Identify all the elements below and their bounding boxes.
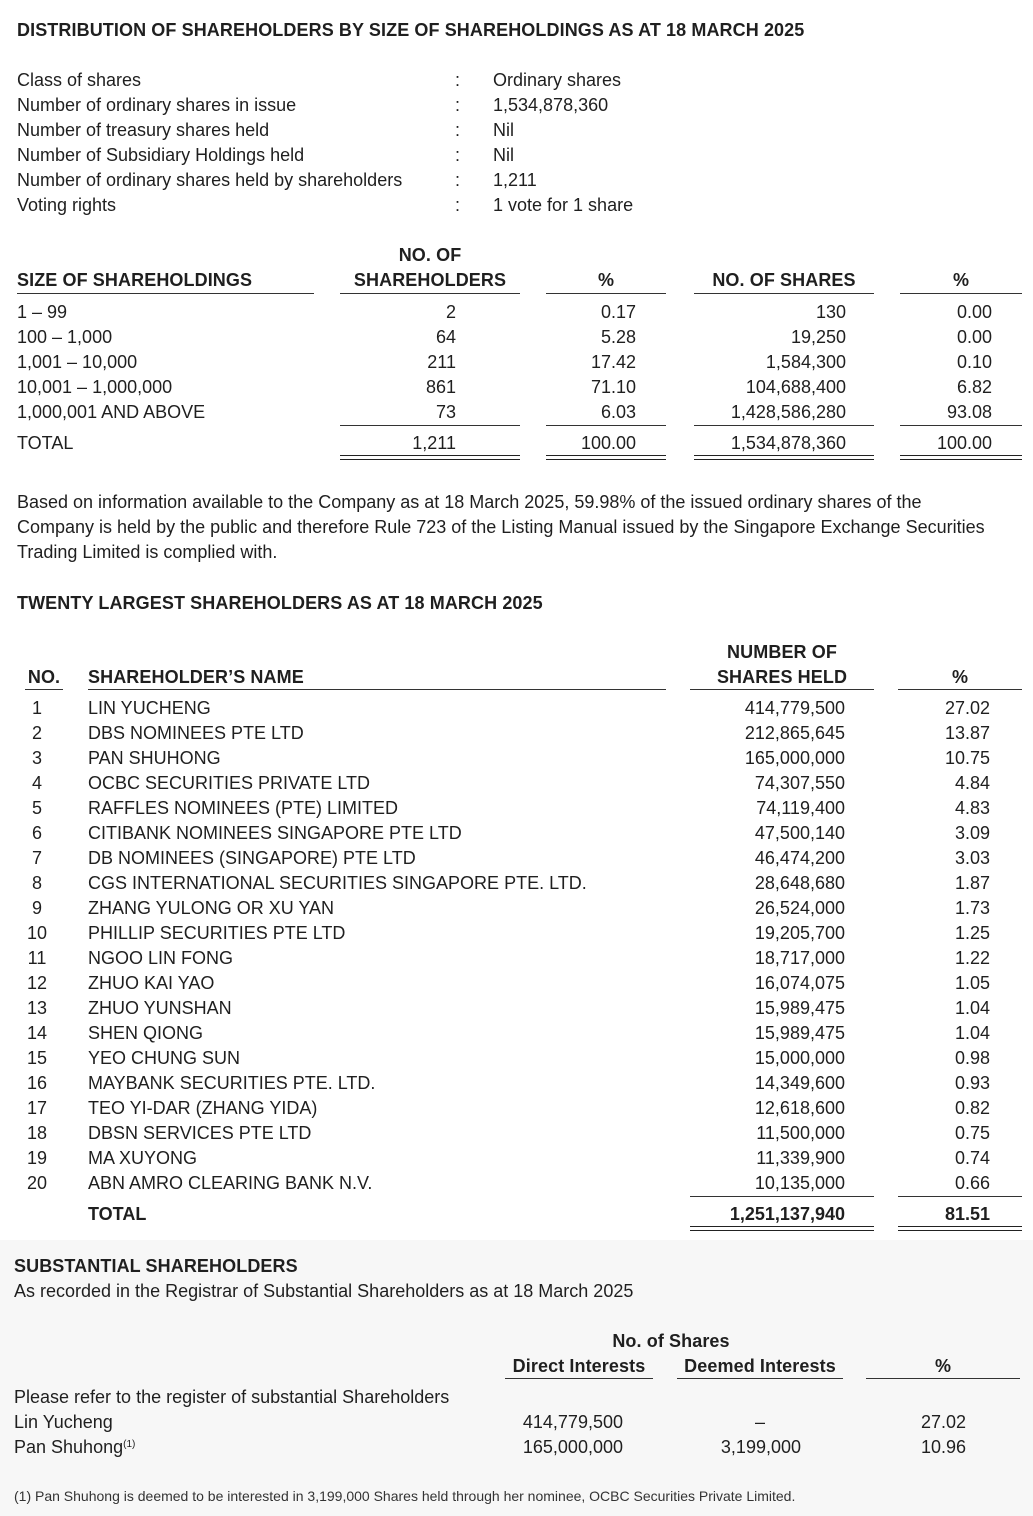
pct-cell: 1.04 <box>954 998 990 1018</box>
rank-cell: 16 <box>26 1073 48 1093</box>
shares-cell: 10,135,000 <box>754 1173 845 1193</box>
info-colon: : <box>455 170 461 190</box>
col-header-pct: % <box>934 1356 952 1376</box>
info-row <box>17 93 717 118</box>
table-row <box>0 721 1033 746</box>
table-row <box>0 996 1033 1021</box>
info-label: Number of ordinary shares in issue <box>17 95 297 115</box>
holders-cell: 2 <box>445 302 456 322</box>
col-header-deemed: Deemed Interests <box>684 1356 836 1376</box>
pct-cell: 10.75 <box>944 748 990 768</box>
col-header-no-of: NO. OF <box>398 245 462 265</box>
name-cell: ABN AMRO CLEARING BANK N.V. <box>88 1173 373 1193</box>
rank-cell: 12 <box>26 973 48 993</box>
table-row <box>0 375 1033 400</box>
holders-cell: 64 <box>435 327 456 347</box>
shares-cell: 28,648,680 <box>754 873 845 893</box>
pct-shares-cell: 0.10 <box>956 352 992 372</box>
info-value: 1,534,878,360 <box>493 95 609 115</box>
table-row <box>0 796 1033 821</box>
holders-cell: 73 <box>435 402 456 422</box>
shares-cell: 47,500,140 <box>754 823 845 843</box>
table-row <box>0 821 1033 846</box>
info-label: Number of treasury shares held <box>17 120 270 140</box>
subtotal-rule <box>340 425 520 426</box>
name-cell: RAFFLES NOMINEES (PTE) LIMITED <box>88 798 399 818</box>
total-pct-holders: 100.00 <box>580 433 636 453</box>
name-cell: DBS NOMINEES PTE LTD <box>88 723 304 743</box>
paragraph-line: Based on information available to the Company as at 18 March 2025, 59.98% of the issued ordinary shares of the <box>17 492 922 512</box>
info-colon: : <box>455 145 461 165</box>
total-row <box>0 431 1033 456</box>
info-label: Number of Subsidiary Holdings held <box>17 145 305 165</box>
col-header-no: NO. <box>27 667 61 687</box>
table-row <box>0 746 1033 771</box>
header-rule <box>505 1378 653 1379</box>
shares-cell: 74,119,400 <box>756 798 845 818</box>
subtotal-rule <box>694 425 874 426</box>
holders-cell: 211 <box>427 352 456 372</box>
name-cell: OCBC SECURITIES PRIVATE LTD <box>88 773 371 793</box>
pct-cell: 13.87 <box>944 723 990 743</box>
shares-cell: 46,474,200 <box>754 848 845 868</box>
pct-cell: 0.82 <box>954 1098 990 1118</box>
shares-cell: 14,349,600 <box>754 1073 845 1093</box>
pct-cell: 0.93 <box>954 1073 990 1093</box>
footnote: (1) Pan Shuhong is deemed to be interested in 3,199,000 Shares held through her nominee, OCBC Securities Private Limited. <box>14 1488 796 1504</box>
header-rule <box>340 293 520 294</box>
shares-cell: 212,865,645 <box>744 723 845 743</box>
rank-cell: 6 <box>31 823 42 843</box>
paragraph-line: Trading Limited is complied with. <box>17 542 278 562</box>
pct-cell: 10.96 <box>920 1437 966 1457</box>
name-cell: ZHUO KAI YAO <box>88 973 215 993</box>
footnote-marker: (1) <box>123 1439 136 1450</box>
total-row <box>0 1202 1033 1227</box>
rank-cell: 2 <box>31 723 42 743</box>
name-cell: DBSN SERVICES PTE LTD <box>88 1123 312 1143</box>
info-row <box>17 118 717 143</box>
pct-cell: 3.09 <box>954 823 990 843</box>
col-header-pct-shares: % <box>952 270 970 290</box>
shares-cell: 15,000,000 <box>754 1048 845 1068</box>
rank-cell: 8 <box>31 873 42 893</box>
shares-cell: 26,524,000 <box>754 898 845 918</box>
pct-cell: 4.84 <box>954 773 990 793</box>
substantial-subtitle: As recorded in the Registrar of Substantial Shareholders as at 18 March 2025 <box>14 1281 634 1301</box>
header-rule <box>898 689 1022 690</box>
pct-cell: 4.83 <box>954 798 990 818</box>
total-shares: 1,251,137,940 <box>729 1204 845 1224</box>
shares-cell: 19,205,700 <box>754 923 845 943</box>
pct-cell: 1.73 <box>954 898 990 918</box>
name-cell: PAN SHUHONG <box>88 748 221 768</box>
total-double-rule <box>690 1226 874 1231</box>
name-cell: MA XUYONG <box>88 1148 198 1168</box>
total-shares: 1,534,878,360 <box>730 433 846 453</box>
rank-cell: 10 <box>26 923 48 943</box>
shares-cell: 15,989,475 <box>754 1023 845 1043</box>
total-double-rule <box>694 455 874 460</box>
register-note: Please refer to the register of substantial Shareholders <box>14 1387 450 1407</box>
pct-cell: 1.05 <box>954 973 990 993</box>
pct-holders-cell: 0.17 <box>600 302 636 322</box>
info-value: Nil <box>493 120 514 140</box>
name-cell: SHEN QIONG <box>88 1023 204 1043</box>
total-pct-shares: 100.00 <box>936 433 992 453</box>
pct-holders-cell: 17.42 <box>590 352 636 372</box>
pct-cell: 1.04 <box>954 1023 990 1043</box>
name-cell: ZHUO YUNSHAN <box>88 998 232 1018</box>
info-row <box>17 68 717 93</box>
rank-cell: 19 <box>26 1148 48 1168</box>
subtotal-rule <box>690 1196 874 1197</box>
header-rule <box>88 689 666 690</box>
rank-cell: 14 <box>26 1023 48 1043</box>
pct-cell: 3.03 <box>954 848 990 868</box>
pct-holders-cell: 5.28 <box>600 327 636 347</box>
table-row <box>0 921 1033 946</box>
info-colon: : <box>455 195 461 215</box>
table-row <box>0 1021 1033 1046</box>
total-double-rule <box>898 1226 1022 1231</box>
col-header-name: SHAREHOLDER’S NAME <box>88 667 304 687</box>
name-text: Pan Shuhong <box>14 1437 124 1457</box>
shares-cell: 1,428,586,280 <box>730 402 846 422</box>
col-header-no-of-shares: No. of Shares <box>612 1331 730 1351</box>
rank-cell: 9 <box>31 898 42 918</box>
name-cell: DB NOMINEES (SINGAPORE) PTE LTD <box>88 848 416 868</box>
name-text: Lin Yucheng <box>14 1412 113 1432</box>
deemed-interest-cell: – <box>754 1412 765 1432</box>
rank-cell: 13 <box>26 998 48 1018</box>
subtotal-rule <box>898 1196 1022 1197</box>
header-rule <box>690 689 874 690</box>
pct-holders-cell: 6.03 <box>600 402 636 422</box>
rank-cell: 5 <box>31 798 42 818</box>
header-rule <box>25 689 63 690</box>
pct-shares-cell: 0.00 <box>956 302 992 322</box>
info-value: 1 vote for 1 share <box>493 195 634 215</box>
rank-cell: 7 <box>31 848 42 868</box>
shares-cell: 11,339,900 <box>756 1148 845 1168</box>
direct-interest-cell: 414,779,500 <box>522 1412 623 1432</box>
pct-cell: 1.25 <box>954 923 990 943</box>
shares-cell: 19,250 <box>790 327 846 347</box>
info-row <box>17 168 717 193</box>
rank-cell: 18 <box>26 1123 48 1143</box>
twenty-largest-title: TWENTY LARGEST SHAREHOLDERS AS AT 18 MARCH 2025 <box>17 593 543 613</box>
info-value: 1,211 <box>493 170 537 190</box>
shares-cell: 165,000,000 <box>744 748 845 768</box>
name-cell: NGOO LIN FONG <box>88 948 234 968</box>
total-double-rule <box>546 455 666 460</box>
rank-cell: 4 <box>31 773 42 793</box>
holders-cell: 861 <box>425 377 456 397</box>
table-row <box>0 846 1033 871</box>
deemed-interest-cell: 3,199,000 <box>720 1437 801 1457</box>
shares-cell: 11,500,000 <box>756 1123 845 1143</box>
pct-cell: 0.74 <box>954 1148 990 1168</box>
rank-cell: 3 <box>31 748 42 768</box>
table-row <box>0 971 1033 996</box>
total-holders: 1,211 <box>412 433 456 453</box>
table-row <box>0 1096 1033 1121</box>
rank-cell: 17 <box>26 1098 48 1118</box>
name-cell: LIN YUCHENG <box>88 698 211 718</box>
col-header-no-of-shares: NO. OF SHARES <box>712 270 856 290</box>
shares-cell: 130 <box>815 302 846 322</box>
info-colon: : <box>455 120 461 140</box>
shares-cell: 18,717,000 <box>754 948 845 968</box>
table-row <box>0 771 1033 796</box>
name-cell: TEO YI-DAR (ZHANG YIDA) <box>88 1098 318 1118</box>
info-label: Number of ordinary shares held by shareholders <box>17 170 403 190</box>
table-row <box>0 1146 1033 1171</box>
col-header-direct: Direct Interests <box>512 1356 646 1376</box>
info-colon: : <box>455 70 461 90</box>
name-cell: YEO CHUNG SUN <box>88 1048 241 1068</box>
name-cell: CITIBANK NOMINEES SINGAPORE PTE LTD <box>88 823 462 843</box>
name-cell: ZHANG YULONG OR XU YAN <box>88 898 335 918</box>
substantial-title: SUBSTANTIAL SHAREHOLDERS <box>14 1256 298 1276</box>
distribution-title: DISTRIBUTION OF SHAREHOLDERS BY SIZE OF SHAREHOLDINGS AS AT 18 MARCH 2025 <box>17 20 805 40</box>
pct-cell: 0.98 <box>954 1048 990 1068</box>
total-label: TOTAL <box>17 433 74 453</box>
col-header-size: SIZE OF SHAREHOLDINGS <box>17 270 253 290</box>
table-row <box>0 696 1033 721</box>
header-rule <box>17 293 314 294</box>
total-double-rule <box>900 455 1022 460</box>
shares-cell: 16,074,075 <box>754 973 845 993</box>
pct-shares-cell: 0.00 <box>956 327 992 347</box>
table-row <box>0 896 1033 921</box>
table-row <box>0 1121 1033 1146</box>
header-rule <box>694 293 874 294</box>
col-header-shareholders: SHAREHOLDERS <box>353 270 507 290</box>
pct-cell: 27.02 <box>944 698 990 718</box>
shareholder-name <box>14 1435 135 1460</box>
rank-cell: 20 <box>26 1173 48 1193</box>
table-row <box>0 300 1033 325</box>
shares-cell: 74,307,550 <box>754 773 845 793</box>
pct-cell: 0.75 <box>954 1123 990 1143</box>
col-header-number-of: NUMBER OF <box>727 642 837 662</box>
size-cell: 1,001 – 10,000 <box>17 352 138 372</box>
direct-interest-cell: 165,000,000 <box>522 1437 623 1457</box>
header-rule <box>546 293 666 294</box>
info-label: Voting rights <box>17 195 117 215</box>
header-rule <box>900 293 1022 294</box>
size-cell: 1,000,001 AND ABOVE <box>17 402 206 422</box>
pct-shares-cell: 6.82 <box>956 377 992 397</box>
rank-cell: 15 <box>26 1048 48 1068</box>
table-row <box>0 325 1033 350</box>
table-row <box>0 1071 1033 1096</box>
header-rule <box>866 1378 1020 1379</box>
rank-cell: 1 <box>31 698 42 718</box>
shares-cell: 414,779,500 <box>744 698 845 718</box>
info-value: Nil <box>493 145 514 165</box>
size-cell: 10,001 – 1,000,000 <box>17 377 173 397</box>
pct-cell: 0.66 <box>954 1173 990 1193</box>
shares-cell: 104,688,400 <box>745 377 846 397</box>
info-colon: : <box>455 95 461 115</box>
info-label: Class of shares <box>17 70 142 90</box>
substantial-shareholders-section <box>0 1240 1033 1516</box>
table-row <box>0 400 1033 425</box>
shares-cell: 12,618,600 <box>754 1098 845 1118</box>
name-cell: MAYBANK SECURITIES PTE. LTD. <box>88 1073 376 1093</box>
name-cell: PHILLIP SECURITIES PTE LTD <box>88 923 346 943</box>
col-header-pct-holders: % <box>597 270 615 290</box>
shares-cell: 1,584,300 <box>765 352 846 372</box>
subtotal-rule <box>546 425 666 426</box>
info-value: Ordinary shares <box>493 70 622 90</box>
pct-holders-cell: 71.10 <box>590 377 636 397</box>
size-cell: 1 – 99 <box>17 302 68 322</box>
pct-cell: 1.87 <box>954 873 990 893</box>
table-row <box>0 1046 1033 1071</box>
table-row <box>0 350 1033 375</box>
info-row <box>17 193 717 218</box>
pct-cell: 1.22 <box>954 948 990 968</box>
rank-cell: 11 <box>27 948 47 968</box>
subtotal-rule <box>900 425 1022 426</box>
shareholder-name <box>14 1410 113 1435</box>
size-cell: 100 – 1,000 <box>17 327 113 347</box>
header-rule <box>677 1378 843 1379</box>
shares-cell: 15,989,475 <box>754 998 845 1018</box>
total-pct: 81.51 <box>944 1204 990 1224</box>
info-row <box>17 143 717 168</box>
pct-shares-cell: 93.08 <box>946 402 992 422</box>
paragraph-line: Company is held by the public and therefore Rule 723 of the Listing Manual issued by the Singapore Exchange Securities <box>17 517 985 537</box>
total-double-rule <box>340 455 520 460</box>
table-row <box>0 1171 1033 1196</box>
col-header-pct: % <box>951 667 969 687</box>
name-cell: CGS INTERNATIONAL SECURITIES SINGAPORE PTE. LTD. <box>88 873 587 893</box>
col-header-shares-held: SHARES HELD <box>716 667 848 687</box>
table-row <box>0 946 1033 971</box>
pct-cell: 27.02 <box>920 1412 966 1432</box>
table-row <box>0 871 1033 896</box>
total-label: TOTAL <box>88 1204 147 1224</box>
